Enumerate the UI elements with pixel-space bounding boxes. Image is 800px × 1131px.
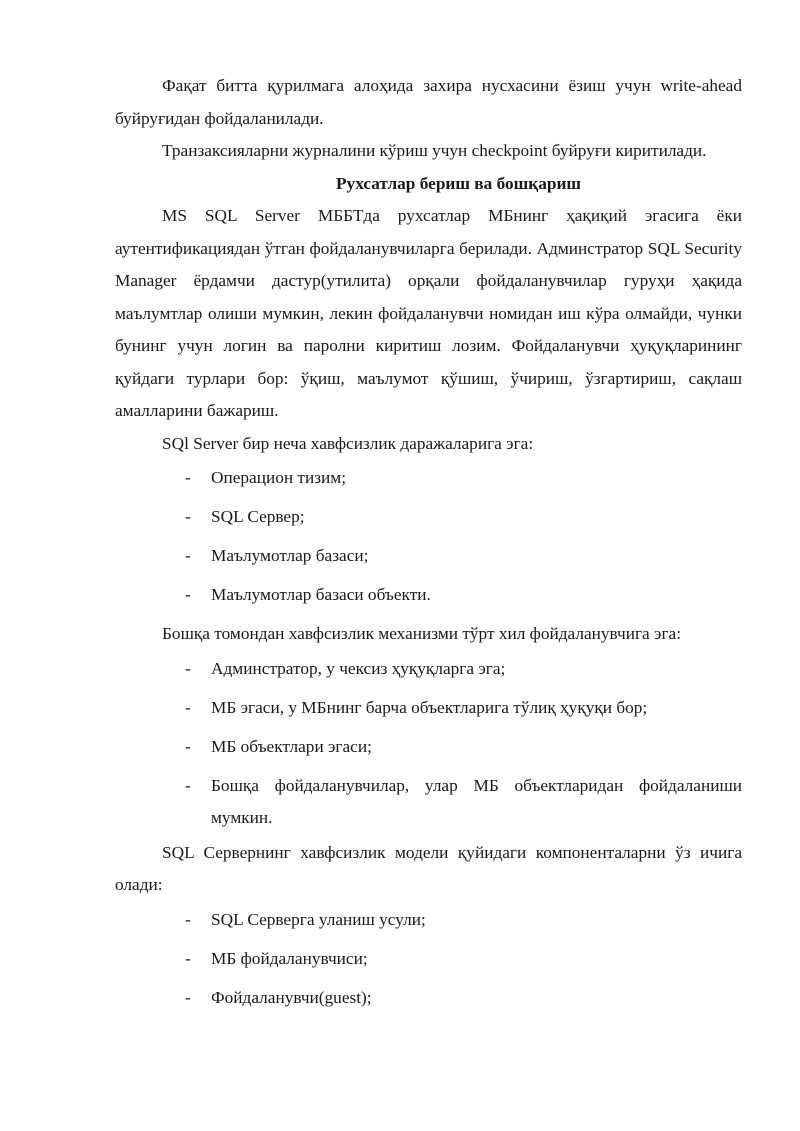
- dash-bullet: -: [185, 736, 191, 756]
- list-item-text: МБ фойдаланувчиси;: [211, 948, 368, 968]
- list-item: [115, 941, 742, 980]
- list-item: [115, 538, 742, 577]
- list-item-text: SQL Сервер;: [211, 507, 305, 526]
- list-item: [115, 651, 742, 690]
- list-item: [115, 902, 742, 941]
- list-item-text: МБ эгаси, у МБнинг барча объектларига тўлиқ ҳуқуқи бор;: [211, 697, 648, 717]
- list-item-text: МБ объектлари эгаси;: [211, 736, 372, 756]
- list-item: [115, 690, 742, 729]
- list-item: [115, 460, 742, 499]
- paragraph-model-components-intro: SQL Сервернинг хавфсизлик модели қуйидаги компоненталарни ўз ичига олади:: [115, 842, 742, 894]
- paragraph-write-ahead: Фақат битта қурилмага алоҳида захира нусхасини ёзиш учун write-ahead буйруғидан фойдаланилади.: [115, 76, 742, 128]
- dash-bullet: -: [185, 775, 191, 795]
- list-item-text: Бошқа фойдаланувчилар, улар МБ объектларидан фойдаланиши мумкин.: [211, 775, 742, 827]
- list-item: [115, 577, 742, 616]
- dash-bullet: -: [185, 948, 191, 968]
- list-item-text: Маълумотлар базаси объекти.: [211, 585, 431, 604]
- paragraph-security-levels-intro: SQl Server бир неча хавфсизлик даражаларига эга:: [162, 433, 534, 453]
- paragraph-user-types-intro: Бошқа томондан хавфсизлик механизми тўрт хил фойдаланувчига эга:: [162, 624, 682, 643]
- section-heading: Рухсатлар бериш ва бошқариш: [336, 173, 581, 193]
- dash-bullet: -: [185, 909, 191, 929]
- list-item-text: Операцион тизим;: [211, 468, 347, 487]
- list-item: [115, 980, 742, 1019]
- document-page: [115, 70, 742, 1019]
- dash-bullet: -: [185, 697, 191, 717]
- list-item: [115, 499, 742, 538]
- paragraph-checkpoint: Транзаксияларни журналини кўриш учун checkpoint буйруғи киритилади.: [162, 141, 707, 160]
- paragraph-permissions: MS SQL Server МББТда рухсатлар МБнинг ҳақиқий эгасига ёки аутентификациядан ўтган фойдаланувчиларга берилади. Админстратор SQL Security Manager ёрдамчи дастур(утилита) орқали фойдаланувчилар гуруҳи ҳақида маълумтлар олиши мумкин, лекин фойдаланувчи номидан иш кўра олмайди, чунки бунинг учун логин ва паролни киритиш лозим. Фойдаланувчи ҳуқуқларининг қуйдаги турлари бор: ўқиш, маълумот қўшиш, ўчириш, ўзгартириш, сақлаш амалларини бажариш.: [115, 206, 742, 420]
- list-item: [115, 729, 742, 768]
- dash-bullet: -: [185, 507, 191, 526]
- dash-bullet: -: [185, 585, 191, 604]
- dash-bullet: -: [185, 546, 191, 565]
- list-model-components: [115, 902, 742, 1019]
- dash-bullet: -: [185, 658, 191, 678]
- list-item: [115, 768, 742, 835]
- list-user-types: [115, 651, 742, 835]
- list-item-text: Админстратор, у чексиз ҳуқуқларга эга;: [211, 658, 506, 678]
- list-item-text: Фойдаланувчи(guest);: [211, 987, 372, 1007]
- list-item-text: Маълумотлар базаси;: [211, 546, 369, 565]
- dash-bullet: -: [185, 468, 191, 487]
- list-security-levels: [115, 460, 742, 616]
- dash-bullet: -: [185, 987, 191, 1007]
- list-item-text: SQL Серверга уланиш усули;: [211, 909, 426, 929]
